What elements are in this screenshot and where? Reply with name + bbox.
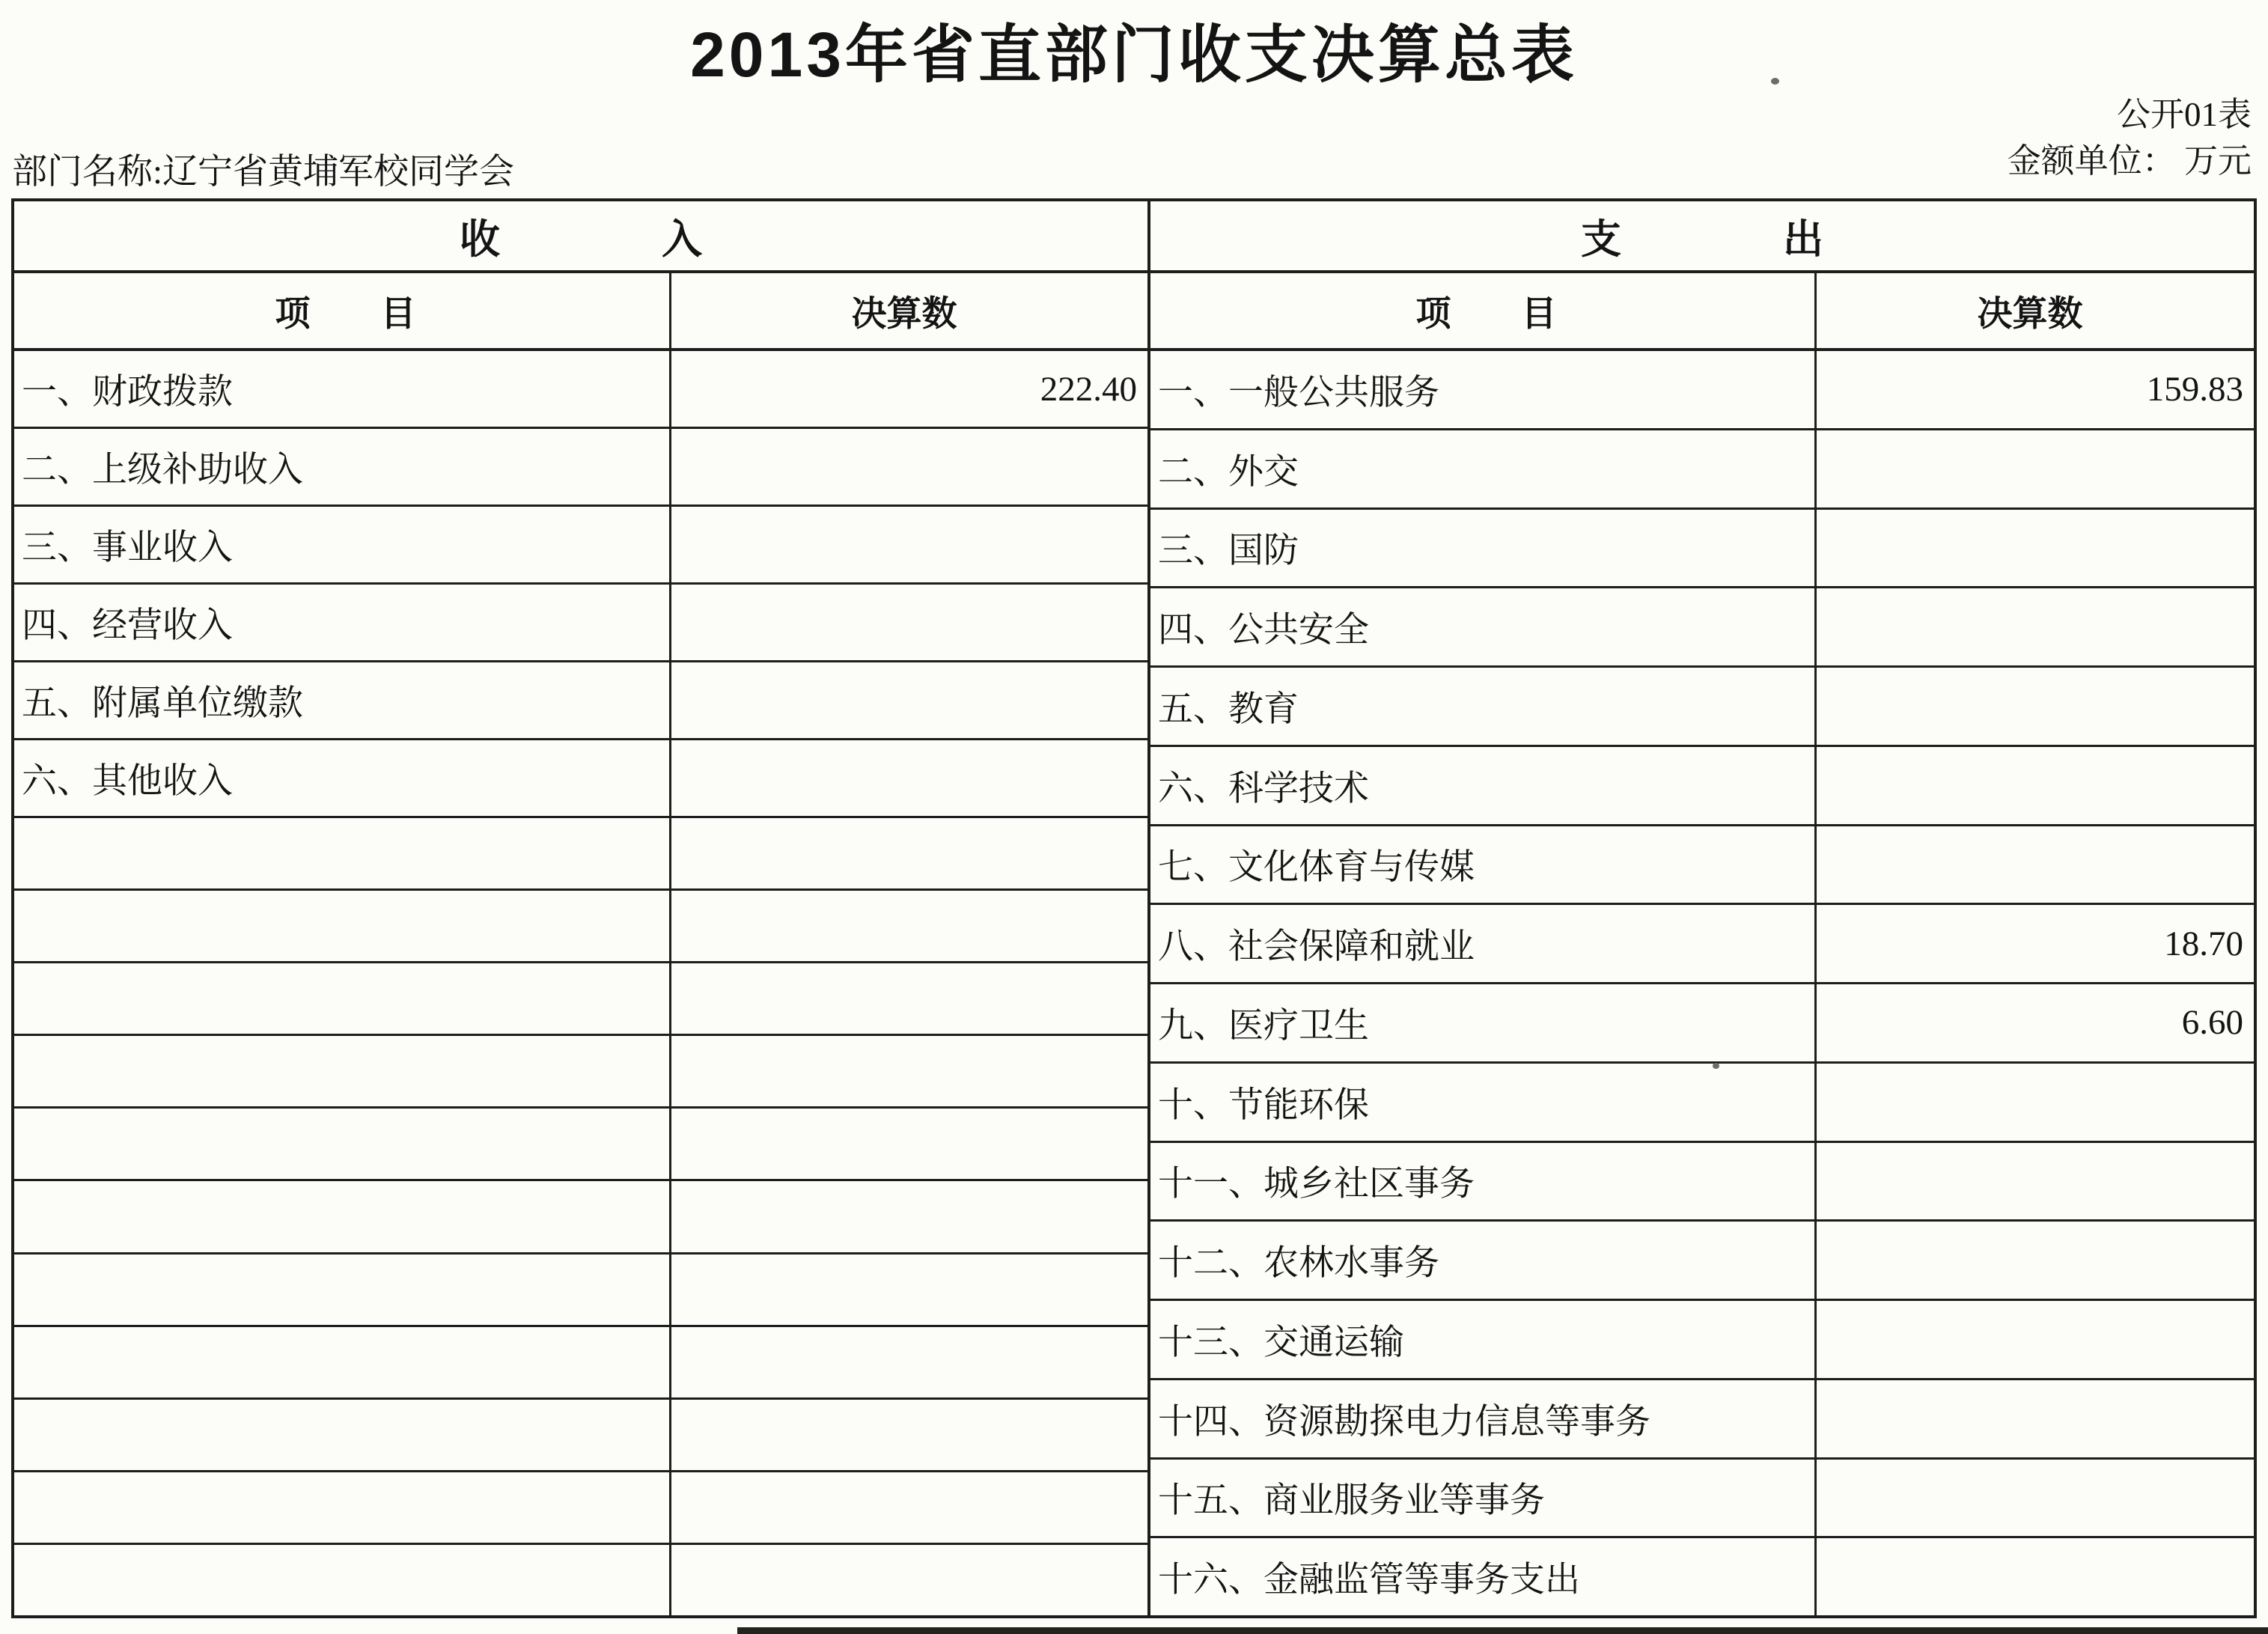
expenditure-row-item-label: 六、科学技术 bbox=[1150, 747, 1817, 824]
expenditure-row-item-label: 二、外交 bbox=[1150, 430, 1817, 507]
income-row-amount bbox=[671, 1472, 1147, 1543]
expenditure-table-row bbox=[1150, 826, 2254, 906]
income-col-header-item: 项 目 bbox=[14, 273, 671, 348]
expenditure-table-row bbox=[1150, 1380, 2254, 1460]
scan-bottom-edge-artifact bbox=[737, 1627, 2268, 1634]
income-table-row bbox=[14, 1400, 1147, 1472]
income-section-header: 收 入 bbox=[14, 201, 1147, 273]
income-table-row bbox=[14, 1545, 1147, 1615]
income-table-row bbox=[14, 1109, 1147, 1181]
income-table-row bbox=[14, 1327, 1147, 1400]
income-row-amount bbox=[671, 1400, 1147, 1470]
income-row-amount bbox=[671, 1181, 1147, 1252]
income-row-item-label: 五、附属单位缴款 bbox=[14, 662, 671, 738]
income-row-amount bbox=[671, 1327, 1147, 1397]
income-table-row bbox=[14, 507, 1147, 585]
income-col-header-amount: 决算数 bbox=[851, 294, 957, 334]
income-table-row bbox=[14, 740, 1147, 818]
income-row-amount bbox=[671, 963, 1147, 1034]
expenditure-row-amount bbox=[1817, 1538, 2254, 1615]
expenditure-row-item-label: 十四、资源勘探电力信息等事务 bbox=[1150, 1380, 1817, 1457]
expenditure-row-item-label: 八、社会保障和就业 bbox=[1150, 905, 1817, 982]
income-row-amount bbox=[671, 585, 1147, 660]
income-row-amount bbox=[671, 891, 1147, 961]
expenditure-row-amount bbox=[1817, 747, 2254, 824]
income-table-row bbox=[14, 1255, 1147, 1327]
expenditure-table-row bbox=[1150, 1538, 2254, 1615]
income-row-item-label bbox=[14, 1327, 671, 1397]
expenditure-row-amount: 6.60 bbox=[2181, 1003, 2243, 1043]
income-table-row bbox=[14, 818, 1147, 891]
expenditure-row-amount bbox=[1817, 826, 2254, 903]
expenditure-row-amount bbox=[1817, 1143, 2254, 1220]
income-row-amount bbox=[671, 1255, 1147, 1325]
income-row-amount bbox=[671, 1545, 1147, 1615]
expenditure-row-item-label: 十五、商业服务业等事务 bbox=[1150, 1460, 1817, 1537]
expenditure-row-item-label: 十一、城乡社区事务 bbox=[1150, 1143, 1817, 1220]
income-row-item-label bbox=[14, 891, 671, 961]
income-table-row bbox=[14, 1036, 1147, 1109]
expenditure-table-row bbox=[1150, 1460, 2254, 1539]
income-section bbox=[14, 201, 1150, 1615]
expenditure-row-item-label: 一、一般公共服务 bbox=[1150, 351, 1817, 428]
expenditure-table-row bbox=[1150, 1301, 2254, 1380]
income-row-item-label: 一、财政拨款 bbox=[14, 351, 671, 427]
income-row-item-label bbox=[14, 1036, 671, 1106]
page-title: 2013年省直部门收支决算总表 bbox=[690, 19, 1578, 90]
income-row-amount bbox=[671, 662, 1147, 738]
income-table-row bbox=[14, 351, 1147, 429]
expenditure-row-item-label: 十六、金融监管等事务支出 bbox=[1150, 1538, 1817, 1615]
department-name: 部门名称:辽宁省黄埔军校同学会 bbox=[12, 153, 515, 192]
income-row-item-label: 六、其他收入 bbox=[14, 740, 671, 816]
expenditure-table-row bbox=[1150, 1222, 2254, 1301]
expenditure-table-row bbox=[1150, 984, 2254, 1064]
expenditure-row-amount bbox=[1817, 1301, 2254, 1378]
expenditure-row-amount bbox=[1817, 430, 2254, 507]
expenditure-row-amount bbox=[1817, 668, 2254, 745]
income-row-amount: 222.40 bbox=[1040, 369, 1137, 409]
expenditure-row-item-label: 十三、交通运输 bbox=[1150, 1301, 1817, 1378]
expenditure-row-item-label: 四、公共安全 bbox=[1150, 588, 1817, 665]
expenditure-table-row bbox=[1150, 588, 2254, 668]
expenditure-row-item-label: 十二、农林水事务 bbox=[1150, 1222, 1817, 1299]
expenditure-row-item-label: 七、文化体育与传媒 bbox=[1150, 826, 1817, 903]
expenditure-row-item-label: 三、国防 bbox=[1150, 510, 1817, 587]
expenditure-col-header-item: 项 目 bbox=[1150, 273, 1817, 348]
income-row-item-label bbox=[14, 818, 671, 888]
expenditure-table-row bbox=[1150, 351, 2254, 430]
expenditure-table-row bbox=[1150, 1143, 2254, 1222]
expenditure-row-item-label: 十、节能环保 bbox=[1150, 1064, 1817, 1141]
scan-speck bbox=[1771, 78, 1779, 85]
expenditure-table-row bbox=[1150, 747, 2254, 826]
expenditure-row-item-label: 五、教育 bbox=[1150, 668, 1817, 745]
expenditure-row-amount bbox=[1817, 1064, 2254, 1141]
income-row-item-label: 三、事业收入 bbox=[14, 507, 671, 582]
income-row-item-label bbox=[14, 1255, 671, 1325]
income-table-row bbox=[14, 1472, 1147, 1545]
unit-label: 金额单位： 万元 bbox=[2007, 142, 2252, 180]
income-row-item-label bbox=[14, 1545, 671, 1615]
income-row-item-label bbox=[14, 1181, 671, 1252]
expenditure-row-item-label: 九、医疗卫生 bbox=[1150, 984, 1817, 1061]
expenditure-row-amount bbox=[1817, 1460, 2254, 1537]
form-code: 公开01表 bbox=[2116, 96, 2252, 133]
income-table-row bbox=[14, 1181, 1147, 1254]
expenditure-row-amount bbox=[1817, 1222, 2254, 1299]
income-row-amount bbox=[671, 1109, 1147, 1179]
income-table-row bbox=[14, 963, 1147, 1036]
income-row-amount bbox=[671, 507, 1147, 582]
summary-table bbox=[11, 198, 2257, 1618]
income-column-headers bbox=[14, 273, 1147, 351]
income-row-amount bbox=[671, 429, 1147, 504]
expenditure-section bbox=[1150, 201, 2254, 1615]
expenditure-row-amount bbox=[1817, 510, 2254, 587]
income-row-item-label bbox=[14, 1109, 671, 1179]
expenditure-table-row bbox=[1150, 1064, 2254, 1143]
expenditure-section-header: 支 出 bbox=[1150, 201, 2254, 273]
expenditure-row-amount bbox=[1817, 1380, 2254, 1457]
income-table-row bbox=[14, 585, 1147, 662]
income-row-amount bbox=[671, 818, 1147, 888]
income-row-item-label: 二、上级补助收入 bbox=[14, 429, 671, 504]
income-row-item-label bbox=[14, 1472, 671, 1543]
expenditure-table-row bbox=[1150, 430, 2254, 510]
income-table-row bbox=[14, 662, 1147, 740]
meta-block bbox=[2008, 91, 2252, 184]
income-table-row bbox=[14, 891, 1147, 963]
expenditure-row-amount: 159.83 bbox=[2146, 370, 2243, 409]
income-row-amount bbox=[671, 1036, 1147, 1106]
expenditure-rows bbox=[1150, 351, 2254, 1615]
expenditure-table-row bbox=[1150, 668, 2254, 747]
income-row-item-label bbox=[14, 1400, 671, 1470]
expenditure-row-amount: 18.70 bbox=[2164, 924, 2243, 963]
income-row-amount bbox=[671, 740, 1147, 816]
income-row-item-label bbox=[14, 963, 671, 1034]
expenditure-table-row bbox=[1150, 510, 2254, 589]
scan-speck bbox=[1713, 1063, 1719, 1069]
expenditure-column-headers bbox=[1150, 273, 2254, 351]
income-table-row bbox=[14, 429, 1147, 507]
expenditure-row-amount bbox=[1817, 588, 2254, 665]
expenditure-table-row bbox=[1150, 905, 2254, 984]
expenditure-col-header-amount: 决算数 bbox=[1977, 294, 2083, 334]
income-rows bbox=[14, 351, 1147, 1615]
income-row-item-label: 四、经营收入 bbox=[14, 585, 671, 660]
